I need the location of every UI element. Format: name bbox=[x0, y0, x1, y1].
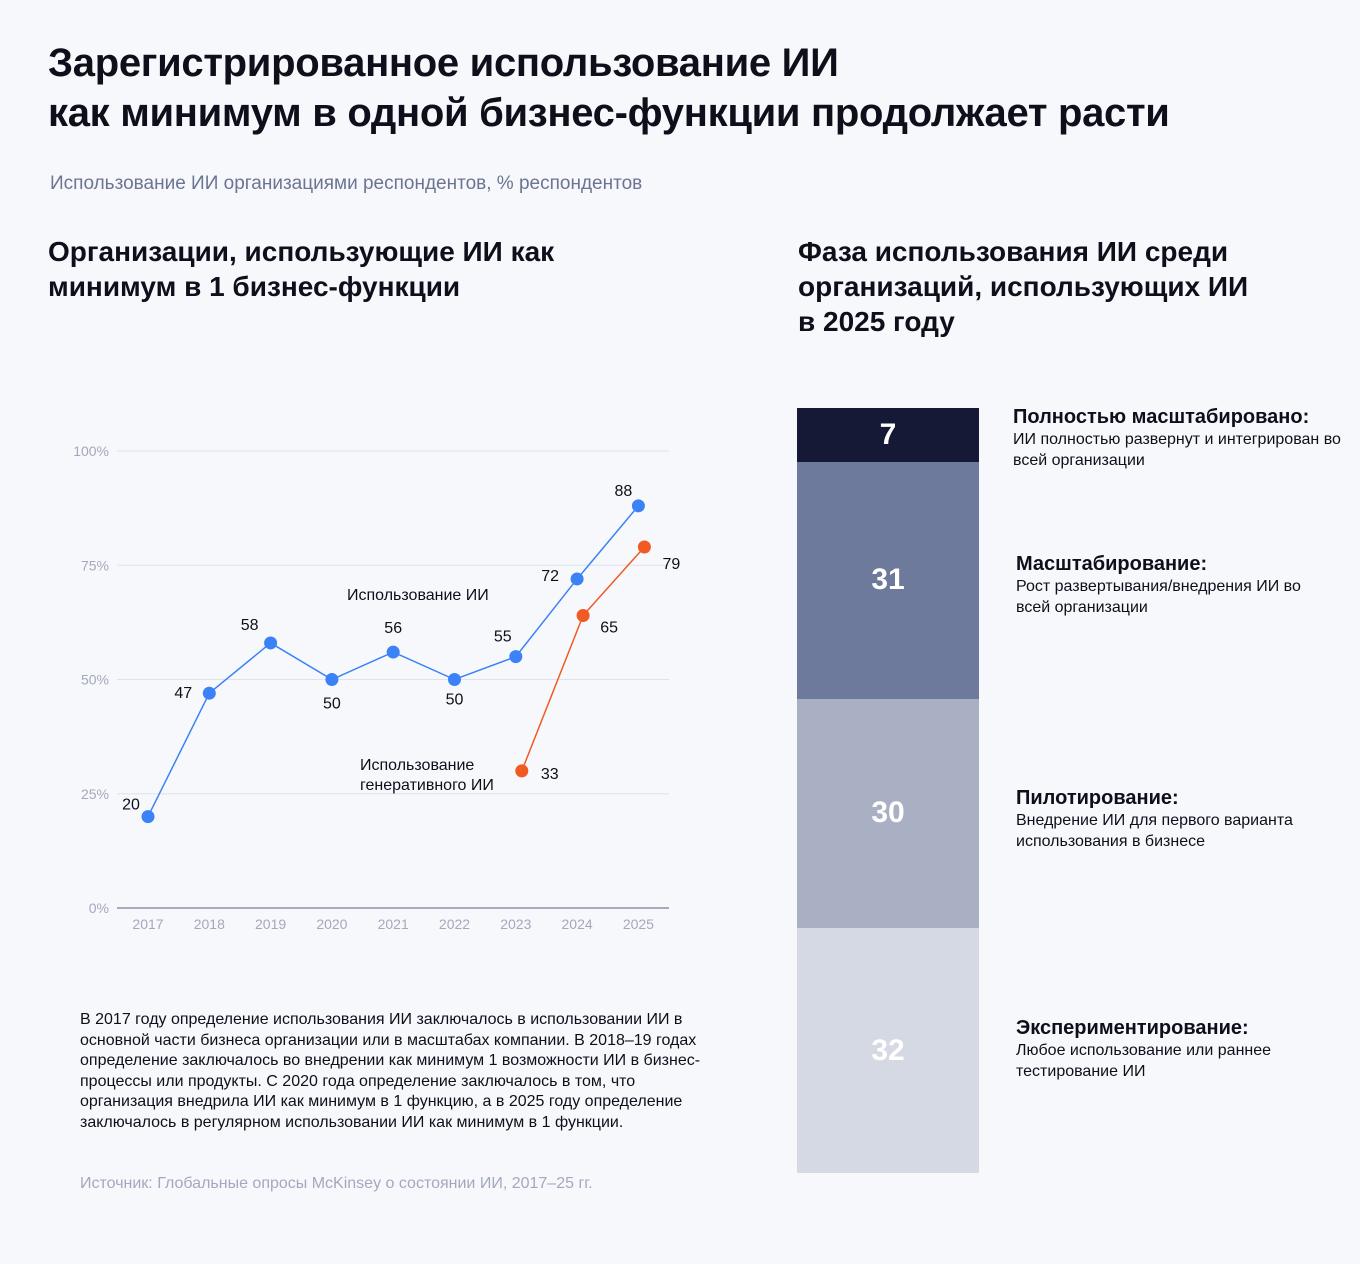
phase-name: Пилотирование: bbox=[1016, 787, 1179, 809]
bar-segment-experimenting: 32 bbox=[797, 928, 979, 1173]
x-tick-label: 2025 bbox=[622, 916, 654, 932]
data-point bbox=[509, 650, 522, 663]
y-axis-ticks bbox=[73, 443, 109, 916]
data-points bbox=[142, 499, 651, 823]
data-label: 72 bbox=[541, 567, 559, 585]
x-axis-ticks bbox=[132, 916, 654, 932]
phase-name: Полностью масштабировано: bbox=[1013, 406, 1310, 428]
x-tick-label: 2021 bbox=[377, 916, 409, 932]
series-label-genai-line-1: Использование bbox=[360, 757, 475, 774]
x-tick-label: 2018 bbox=[193, 916, 225, 932]
series-label-ai: Использование ИИ bbox=[347, 587, 489, 604]
data-label: 55 bbox=[493, 628, 512, 646]
y-tick-label: 0% bbox=[88, 900, 109, 916]
page-subtitle: Использование ИИ организациями респондентов, % респондентов bbox=[50, 173, 643, 194]
data-label: 20 bbox=[122, 796, 140, 814]
series-label-genai-line-2: генеративного ИИ bbox=[360, 777, 494, 794]
data-label: 56 bbox=[384, 620, 403, 638]
x-tick-label: 2019 bbox=[255, 916, 287, 932]
y-tick-label: 100% bbox=[73, 443, 109, 459]
stacked-bar-title-line-2: организаций, использующих ИИ bbox=[798, 271, 1249, 302]
data-point bbox=[638, 540, 651, 553]
data-point bbox=[632, 499, 645, 512]
data-point bbox=[387, 646, 400, 659]
data-label: 58 bbox=[240, 616, 259, 634]
phase-fully-scaled bbox=[1013, 405, 1353, 471]
data-point bbox=[577, 609, 590, 622]
phase-description: Любое использование или раннее тестирование ИИ bbox=[1016, 1042, 1272, 1080]
phase-scaling bbox=[1016, 552, 1336, 618]
bar-segment-fully-scaled: 7 bbox=[797, 408, 979, 462]
data-point bbox=[264, 636, 277, 649]
x-tick-label: 2017 bbox=[132, 916, 164, 932]
line-chart-title-line-2: минимум в 1 бизнес-функции bbox=[48, 271, 461, 302]
grid-lines bbox=[117, 451, 669, 908]
data-label: 50 bbox=[323, 695, 341, 713]
data-label: 79 bbox=[662, 555, 681, 573]
x-tick-label: 2024 bbox=[561, 916, 593, 932]
data-point bbox=[448, 673, 461, 686]
data-label: 47 bbox=[174, 685, 193, 703]
phase-description: Внедрение ИИ для первого варианта использования в бизнесе bbox=[1016, 812, 1293, 850]
phase-description: Рост развертывания/внедрения ИИ во всей организации bbox=[1016, 578, 1301, 616]
data-point bbox=[571, 572, 584, 585]
data-label: 88 bbox=[614, 482, 633, 500]
y-tick-label: 25% bbox=[80, 785, 109, 802]
phase-name: Экспериментирование: bbox=[1016, 1017, 1249, 1039]
line-chart-title-line-1: Организации, использующие ИИ как bbox=[48, 236, 555, 267]
x-tick-label: 2022 bbox=[438, 916, 471, 932]
y-tick-label: 50% bbox=[80, 671, 109, 688]
data-label: 33 bbox=[540, 765, 559, 783]
line-chart bbox=[0, 0, 720, 960]
phase-piloting bbox=[1016, 786, 1336, 852]
data-label: 65 bbox=[600, 619, 618, 637]
data-point bbox=[203, 687, 216, 700]
x-tick-label: 2020 bbox=[316, 916, 348, 932]
phase-description: ИИ полностью развернут и интегрирован во всей организации bbox=[1013, 431, 1341, 469]
page-title-line-2: как минимум в одной бизнес-функции продолжает расти bbox=[48, 91, 1170, 135]
source-note: Источник: Глобальные опросы McKinsey о состоянии ИИ, 2017–25 гг. bbox=[80, 1175, 593, 1192]
footnote: В 2017 году определение использования ИИ заключалось в использовании ИИ в основной части бизнеса организации или в масштабах компании. В 2018–19 годах определение заключалось во внедрении как минимум 1 возможности ИИ в бизнес-процессы или продукты. С 2020 года определение заключалось в том, что организация внедрила ИИ как минимум в 1 функцию, а в 2025 году определение заключалось в регулярном использовании ИИ как минимум в 1 функции. bbox=[80, 1011, 701, 1131]
stacked-bar-title-line-3: в 2025 году bbox=[798, 306, 955, 337]
page-title-line-1: Зарегистрированное использование ИИ bbox=[48, 41, 839, 85]
stacked-bar-title bbox=[798, 234, 1318, 339]
data-point bbox=[142, 810, 155, 823]
stacked-bar-title-line-1: Фаза использования ИИ среди bbox=[798, 236, 1229, 267]
bar-segment-piloting: 30 bbox=[797, 699, 979, 929]
y-tick-label: 75% bbox=[80, 557, 109, 574]
data-label: 50 bbox=[445, 691, 464, 709]
phase-experimenting bbox=[1016, 1016, 1316, 1082]
x-tick-label: 2023 bbox=[500, 916, 532, 932]
phase-name: Масштабирование: bbox=[1016, 553, 1208, 575]
data-point bbox=[515, 764, 528, 777]
bar-segment-scaling: 31 bbox=[797, 462, 979, 699]
data-point bbox=[325, 673, 338, 686]
